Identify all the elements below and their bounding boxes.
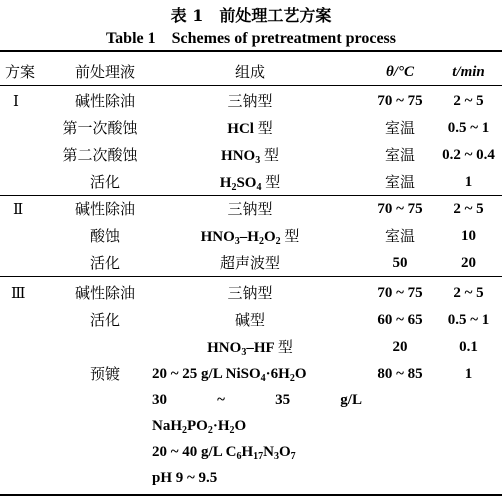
time-cell: 20 <box>461 255 476 271</box>
liquid-cell: 酸蚀 <box>89 227 120 245</box>
group-rule <box>0 276 502 277</box>
time-cell: 0.1 <box>459 339 478 355</box>
theta-cell: 50 <box>392 255 408 271</box>
composition-line: 20 ~ 25 g/L $NiSO_4\cdot 6H_2O$ <box>152 366 307 384</box>
theta-cell: 室温 <box>384 173 415 191</box>
composition-cell: HCl 型 <box>227 119 273 137</box>
theta-cell: 60 ~ 65 <box>377 312 423 328</box>
composition-cell: 三钠型 <box>227 92 273 110</box>
theta-cell: 70 ~ 75 <box>377 201 423 217</box>
liquid-cell: 活化 <box>89 173 120 191</box>
time-cell: 0.5 ~ 1 <box>447 312 490 328</box>
theta-cell: 70 ~ 75 <box>377 93 423 109</box>
composition-cell: $HNO_3-H_2O_2$ 型 <box>200 227 300 247</box>
time-cell: 1 <box>464 174 473 190</box>
liquid-cell: 碱性除油 <box>74 200 135 218</box>
scheme-label-2: Ⅱ <box>13 200 24 218</box>
composition-line: pH 9 ~ 9.5 <box>152 470 218 486</box>
theta-cell: 室温 <box>384 119 415 137</box>
theta-cell: 室温 <box>384 227 415 245</box>
theta-cell: 80 ~ 85 <box>377 366 423 382</box>
theta-cell: 70 ~ 75 <box>377 285 423 301</box>
header-composition: 组成 <box>234 63 265 81</box>
liquid-cell: 预镀 <box>89 365 120 383</box>
liquid-cell: 碱性除油 <box>74 284 135 302</box>
composition-cell: $HNO_3-HF$ 型 <box>207 338 293 358</box>
composition-line: $NaH_2PO_2\cdot H_2O$ <box>152 418 247 436</box>
top-rule <box>0 50 502 52</box>
composition-cell: 三钠型 <box>227 284 273 302</box>
time-cell: 10 <box>461 228 476 244</box>
theta-cell: 20 <box>392 339 408 355</box>
header-rule <box>0 85 502 86</box>
header-time: t/min <box>452 64 485 80</box>
time-cell: 0.2 ~ 0.4 <box>442 147 495 163</box>
time-cell: 0.5 ~ 1 <box>447 120 490 136</box>
scheme-label-3: Ⅲ <box>11 284 26 302</box>
header-theta: θ/°C <box>386 64 414 80</box>
composition-cell: $HNO_3$ 型 <box>221 146 279 166</box>
bottom-rule <box>0 494 502 496</box>
liquid-cell: 碱性除油 <box>74 92 135 110</box>
composition-cell: 三钠型 <box>227 200 273 218</box>
group-rule <box>0 195 502 196</box>
liquid-cell: 第一次酸蚀 <box>62 119 138 137</box>
liquid-cell: 第二次酸蚀 <box>62 146 138 164</box>
composition-cell: 碱型 <box>234 311 265 329</box>
composition-cell: $H_2SO_4$ 型 <box>219 173 281 193</box>
table-caption-en: Table 1 Schemes of pretreatment process <box>105 30 397 47</box>
header-scheme: 方案 <box>4 63 35 81</box>
time-cell: 2 ~ 5 <box>453 285 484 301</box>
theta-cell: 室温 <box>384 146 415 164</box>
header-liquid: 前处理液 <box>74 63 135 81</box>
liquid-cell: 活化 <box>89 311 120 329</box>
time-cell: 2 ~ 5 <box>453 93 484 109</box>
scheme-label-1: Ⅰ <box>13 92 19 110</box>
composition-line: 30 ~ 35 g/L <box>152 392 362 408</box>
time-cell: 2 ~ 5 <box>453 201 484 217</box>
table-caption-cn: 表 1 前处理工艺方案 <box>170 6 332 25</box>
liquid-cell: 活化 <box>89 254 120 272</box>
composition-cell: 超声波型 <box>219 254 280 272</box>
composition-line: 20 ~ 40 g/L $C_6H_{17}N_3O_7$ <box>152 444 296 462</box>
time-cell: 1 <box>464 366 473 382</box>
